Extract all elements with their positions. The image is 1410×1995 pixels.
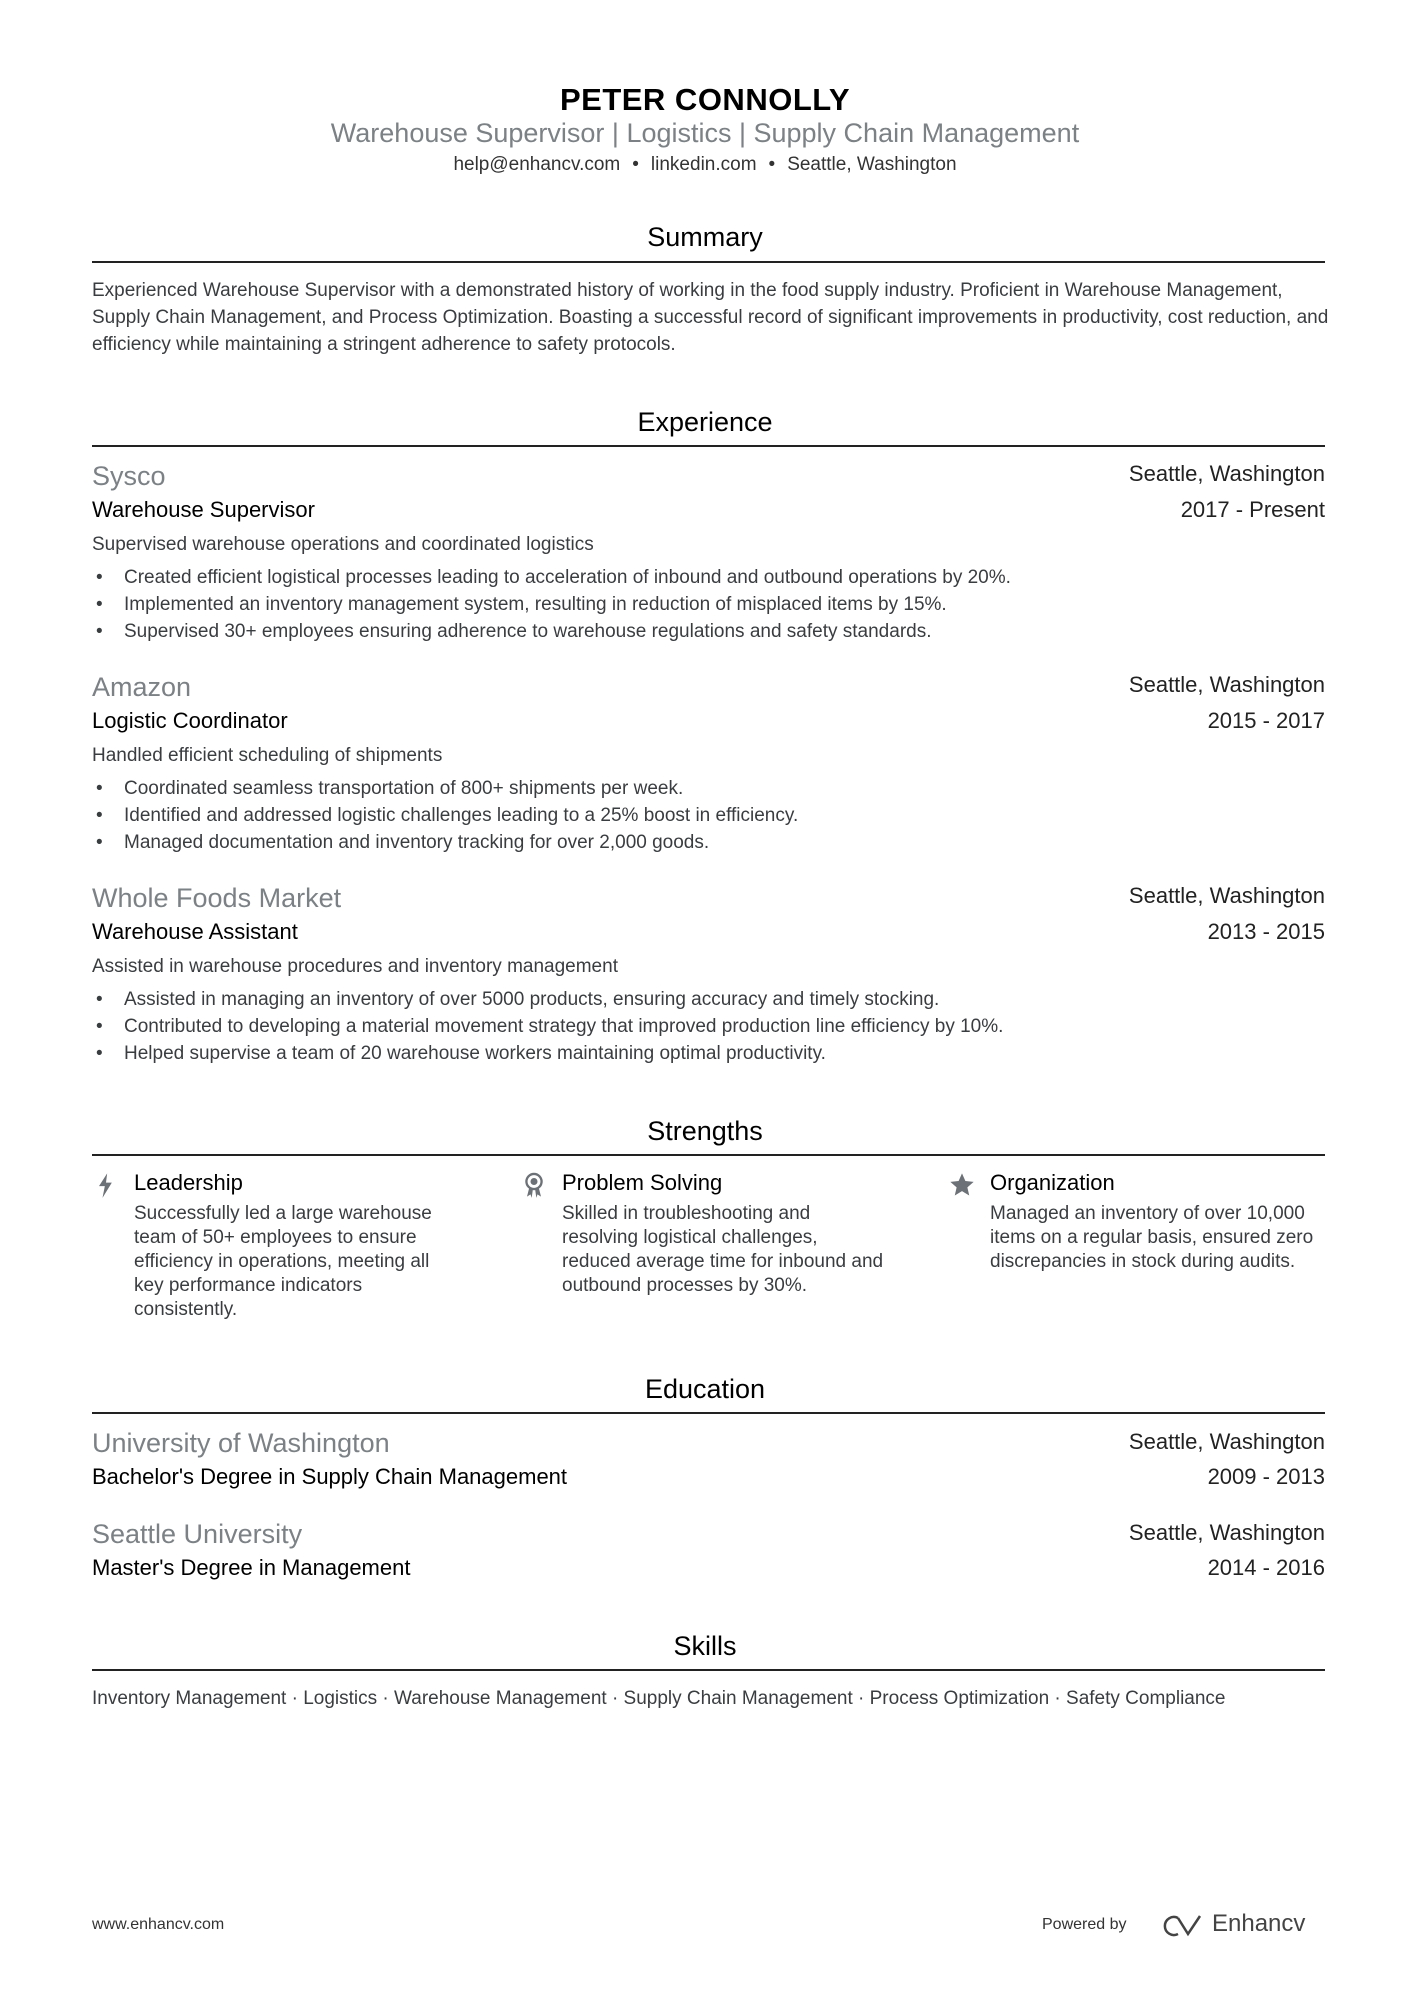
- email-link[interactable]: help@enhancv.com: [453, 154, 621, 175]
- job-location: Seattle, Washington: [1128, 883, 1325, 908]
- powered-by: Powered by: [1042, 1916, 1127, 1933]
- job-title: Logistic Coordinator: [92, 708, 288, 733]
- strength-desc: Successfully led a large warehouse team of 50+ employees to ensure efficiency in operations, meeting all key performance indicators consistently.: [134, 1203, 432, 1320]
- degree: Bachelor's Degree in Supply Chain Management: [92, 1464, 568, 1489]
- strength-desc: Managed an inventory of over 10,000 items on a regular basis, ensured zero discrepancies in stock during audits.: [990, 1203, 1314, 1272]
- job-description: Assisted in warehouse procedures and inventory management: [92, 956, 618, 977]
- enhancv-brand[interactable]: Enhancv: [1212, 1910, 1306, 1937]
- location: Seattle, Washington: [787, 154, 957, 175]
- job-dates: 2017 - Present: [1180, 497, 1325, 522]
- strength-desc: Skilled in troubleshooting and resolving logistical challenges, reduced average time for inbound and outbound processes by 30%.: [562, 1203, 884, 1296]
- job-title: Warehouse Supervisor: [92, 497, 315, 522]
- skills-heading: Skills: [673, 1631, 737, 1661]
- summary-text: Experienced Warehouse Supervisor with a demonstrated history of working in the food supply industry. Proficient in Warehouse Management, Supply Chain Management, and Process Optimization. Boasting a successful record of significant improvements in productivity, cost reduction, and efficiency while maintaining a stringent adherence to safety protocols.: [92, 280, 1329, 355]
- candidate-name: PETER CONNOLLY: [559, 82, 851, 117]
- strength-title: Leadership: [134, 1170, 243, 1195]
- school-location: Seattle, Washington: [1128, 1520, 1325, 1545]
- bullet: • Coordinated seamless transportation of 800+ shipments per week.: [92, 775, 798, 802]
- divider: [92, 445, 1325, 447]
- school: Seattle University: [92, 1519, 303, 1549]
- degree: Master's Degree in Management: [92, 1555, 411, 1580]
- divider: [92, 1412, 1325, 1414]
- divider: [92, 261, 1325, 263]
- divider: [92, 1669, 1325, 1671]
- bullet: • Implemented an inventory management system, resulting in reduction of misplaced items by 15%.: [92, 591, 1011, 618]
- job-title: Warehouse Assistant: [92, 919, 298, 944]
- linkedin-link[interactable]: linkedin.com: [650, 154, 757, 175]
- website-link[interactable]: www.enhancv.com: [92, 1916, 225, 1933]
- enhancv-logo-icon: [1160, 1912, 1208, 1940]
- bullet: • Identified and addressed logistic challenges leading to a 25% boost in efficiency.: [92, 802, 798, 829]
- company: Sysco: [92, 461, 166, 491]
- school-location: Seattle, Washington: [1128, 1429, 1325, 1454]
- job-location: Seattle, Washington: [1128, 461, 1325, 486]
- bullet: • Assisted in managing an inventory of over 5000 products, ensuring accuracy and timely stocking.: [92, 986, 1003, 1013]
- star-icon: [948, 1171, 976, 1199]
- strength-item: [92, 1168, 462, 1322]
- company: Whole Foods Market: [92, 883, 342, 913]
- job-location: Seattle, Washington: [1128, 672, 1325, 697]
- job-dates: 2013 - 2015: [1207, 919, 1325, 944]
- job-description: Supervised warehouse operations and coordinated logistics: [92, 534, 594, 555]
- bullet: • Managed documentation and inventory tracking for over 2,000 goods.: [92, 829, 798, 856]
- strengths-heading: Strengths: [647, 1116, 763, 1146]
- bullet: • Contributed to developing a material movement strategy that improved production line efficiency by 10%.: [92, 1013, 1003, 1040]
- skills-list: Inventory Management · Logistics · Warehouse Management · Supply Chain Management · Process Optimization · Safety Compliance: [92, 1688, 1226, 1709]
- strength-item: [948, 1168, 1318, 1274]
- experience-heading: Experience: [637, 407, 773, 437]
- strength-item: [520, 1168, 890, 1298]
- job-description: Handled efficient scheduling of shipments: [92, 745, 443, 766]
- strength-title: Problem Solving: [562, 1170, 723, 1195]
- lightning-icon: [92, 1171, 120, 1199]
- contact-info: help@enhancv.com • linkedin.com • Seattle, Washington: [453, 154, 957, 175]
- job-dates: 2015 - 2017: [1207, 708, 1325, 733]
- bullet: • Supervised 30+ employees ensuring adherence to warehouse regulations and safety standards.: [92, 618, 1011, 645]
- education-heading: Education: [644, 1374, 766, 1404]
- edu-dates: 2014 - 2016: [1207, 1555, 1325, 1580]
- strength-title: Organization: [990, 1170, 1115, 1195]
- divider: [92, 1154, 1325, 1156]
- bullet: • Helped supervise a team of 20 warehouse workers maintaining optimal productivity.: [92, 1040, 1003, 1067]
- bullet: • Created efficient logistical processes leading to acceleration of inbound and outbound operations by 20%.: [92, 564, 1011, 591]
- summary-heading: Summary: [647, 222, 763, 252]
- award-icon: [520, 1171, 548, 1199]
- school: University of Washington: [92, 1428, 390, 1458]
- company: Amazon: [92, 672, 192, 702]
- edu-dates: 2009 - 2013: [1207, 1464, 1325, 1489]
- headline: Warehouse Supervisor | Logistics | Supply Chain Management: [330, 118, 1080, 148]
